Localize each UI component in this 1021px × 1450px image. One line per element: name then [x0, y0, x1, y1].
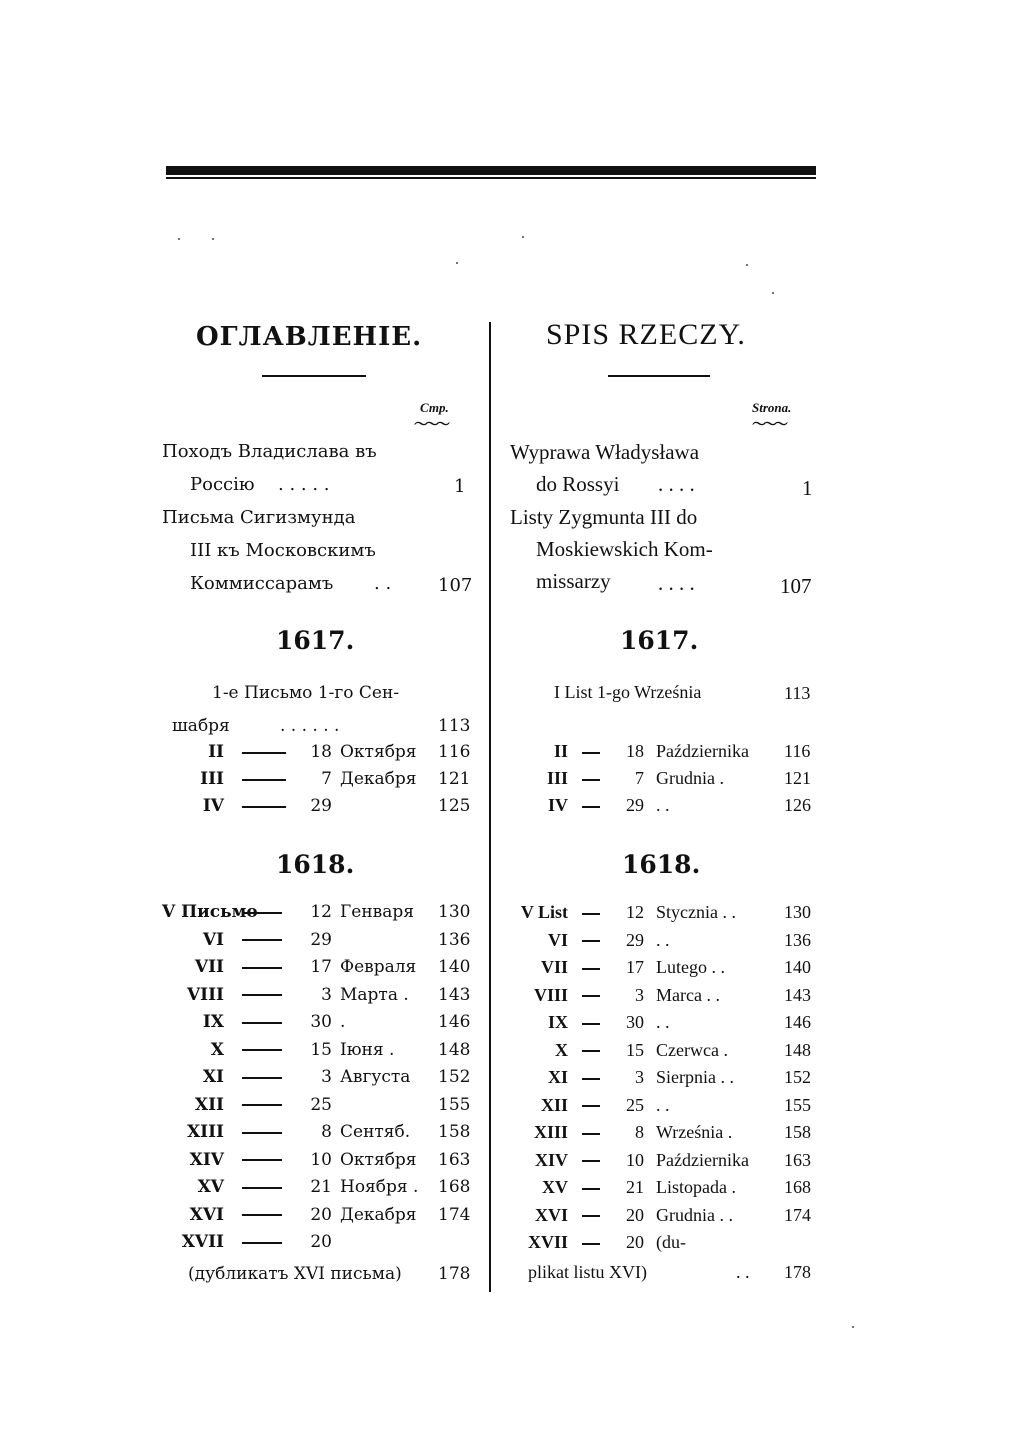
letter-page: 116	[438, 742, 471, 762]
entry-1-line-1: Wyprawa Władysława	[510, 440, 700, 464]
dash-rule	[582, 985, 600, 1006]
letter-day: 29	[310, 796, 332, 816]
letter-page: 155	[784, 1094, 811, 1115]
dash-rule	[582, 795, 600, 816]
letter-day: 18	[626, 741, 644, 761]
letter-page: 158	[438, 1122, 471, 1142]
letter-page: 136	[784, 929, 811, 950]
entry-1-line-2: Россію	[190, 474, 255, 495]
letter-page: 168	[438, 1177, 471, 1197]
letter-page: 143	[438, 984, 471, 1005]
entry-2-line-3: Коммиссарамъ	[190, 573, 334, 594]
letter-page: 143	[784, 984, 811, 1005]
dash-rule	[582, 902, 600, 923]
page-column-header: Стр.	[420, 400, 449, 415]
letter-day: 10	[626, 1149, 644, 1170]
speck	[772, 292, 774, 294]
letter-month: Grudnia .	[656, 768, 724, 788]
letter-number: XIV	[189, 1149, 224, 1170]
letter-month: . .	[656, 929, 670, 950]
dash-rule	[242, 1067, 282, 1087]
letter-number: XVII	[527, 1232, 568, 1252]
letter-number: XIII	[533, 1122, 568, 1142]
letter-month: Września .	[656, 1122, 733, 1142]
letter-month: Ноября .	[340, 1177, 419, 1197]
letter-page: 155	[438, 1094, 471, 1115]
dash-rule	[582, 1150, 600, 1171]
letter-page: 140	[438, 957, 471, 977]
dash-rule	[242, 796, 286, 816]
letter-day: 30	[310, 1012, 332, 1032]
letter-page: 174	[784, 1204, 811, 1225]
letter-page: 152	[784, 1067, 811, 1087]
entry-2-page: 107	[438, 575, 473, 596]
letter-day: 20	[626, 1204, 644, 1225]
first-letter-page: 113	[784, 683, 811, 703]
dash-rule	[242, 902, 282, 922]
letter-day: 7	[321, 769, 332, 789]
dash-rule	[242, 930, 282, 950]
letter-day: 30	[626, 1012, 644, 1032]
letter-number: XVI	[534, 1204, 568, 1225]
letter-page: 168	[784, 1177, 811, 1197]
letter-number: XI	[202, 1067, 224, 1087]
letter-month: Października	[656, 741, 749, 761]
title-underline	[608, 375, 710, 377]
dash-rule	[242, 1150, 282, 1170]
letter-day: 10	[310, 1149, 332, 1170]
letter-page: 130	[784, 902, 811, 922]
letter-month: Lutego . .	[656, 957, 725, 977]
dash-rule	[582, 957, 600, 978]
letter-number: IX	[202, 1012, 224, 1032]
letter-day: 15	[626, 1039, 644, 1060]
letter-page: 163	[784, 1149, 811, 1170]
letter-day: 20	[626, 1232, 644, 1252]
speck	[522, 236, 524, 238]
dash-rule	[242, 742, 286, 762]
letter-page: 148	[784, 1039, 811, 1060]
letter-day: 12	[626, 902, 644, 922]
letter-number: XII	[194, 1094, 224, 1115]
header-double-rule	[166, 166, 816, 180]
speck	[178, 238, 180, 240]
letter-day: 29	[310, 929, 332, 950]
letter-page: 146	[784, 1012, 811, 1032]
first-letter-line-1: 1-е Письмо 1-го Сен-	[212, 683, 400, 703]
letter-month: Генваря	[340, 902, 414, 922]
flourish: 〜〜〜	[752, 417, 785, 433]
letter-month: Декабря	[340, 769, 417, 789]
title-polish: SPIS RZECZY.	[546, 318, 746, 351]
dash-rule	[582, 1177, 600, 1198]
letter-number: V Письмо	[162, 902, 258, 922]
closing-page: 178	[438, 1264, 471, 1284]
entry-2-line-2: Moskiewskich Kom-	[536, 537, 713, 561]
letter-number: II	[553, 741, 568, 761]
dash-rule	[582, 1040, 600, 1061]
letter-day: 29	[626, 929, 644, 950]
dash-rule	[582, 1095, 600, 1116]
first-letter: I List 1-go Września	[554, 682, 702, 702]
entry-1-line-2: do Rossyi	[536, 472, 620, 496]
letter-month: Марта .	[340, 984, 409, 1005]
letter-day: 20	[310, 1232, 332, 1252]
dash-rule	[242, 985, 282, 1005]
entry-1-dots: . . . .	[658, 472, 695, 496]
letter-page: 121	[784, 768, 811, 788]
letter-page: 136	[438, 929, 471, 950]
letter-month: Февраля	[340, 957, 417, 977]
dash-rule	[242, 1205, 282, 1225]
dash-rule	[582, 1232, 600, 1253]
dash-rule	[582, 768, 600, 789]
letter-number: X	[210, 1039, 224, 1060]
letter-number: XVI	[189, 1204, 224, 1225]
entry-2-line-3: missarzy	[536, 569, 611, 593]
letter-number: VIII	[533, 984, 568, 1005]
title-russian: ОГЛАВЛЕНІЕ.	[196, 322, 423, 352]
entry-2-dots: . . . .	[658, 571, 695, 595]
letter-page: 126	[784, 795, 811, 815]
letter-day: 29	[626, 795, 644, 815]
letter-number: IV	[547, 795, 568, 815]
letter-month: . .	[656, 795, 670, 815]
speck	[852, 1326, 854, 1328]
letter-day: 3	[321, 984, 332, 1005]
year-1617: 1617.	[620, 626, 699, 655]
letter-number: III	[546, 768, 568, 788]
letter-month: Сентяб.	[340, 1122, 411, 1142]
letter-day: 17	[310, 957, 332, 977]
letter-page: 146	[438, 1012, 471, 1032]
entry-2-line-2: III къ Московскимъ	[190, 540, 376, 561]
first-letter-page: 113	[438, 716, 471, 736]
dash-rule	[242, 957, 282, 977]
dash-rule	[582, 1012, 600, 1033]
dash-rule	[242, 769, 286, 789]
letter-day: 21	[310, 1177, 332, 1197]
letter-page: 116	[784, 741, 811, 761]
letter-day: 20	[310, 1204, 332, 1225]
year-1617: 1617.	[276, 626, 355, 655]
entry-1-dots: . . . . .	[278, 474, 330, 495]
letter-day: 17	[626, 957, 644, 977]
entry-1-page: 1	[454, 476, 466, 497]
letter-month: Marca . .	[656, 984, 720, 1005]
letter-number: III	[200, 769, 224, 789]
letter-month: Stycznia . .	[656, 902, 736, 922]
letter-number: V List	[520, 902, 568, 922]
letter-month: Декабря	[340, 1204, 417, 1225]
letter-page: 148	[438, 1039, 471, 1060]
letter-day: 3	[635, 984, 644, 1005]
entry-2-line-1: Listy Zygmunta III do	[510, 505, 698, 529]
entry-1-line-1: Походъ Владислава въ	[162, 441, 377, 462]
letter-page: 158	[784, 1122, 811, 1142]
dash-rule	[242, 1177, 282, 1197]
dash-rule	[582, 1067, 600, 1088]
letter-number: XI	[547, 1067, 568, 1087]
flourish: 〜〜〜	[414, 417, 447, 433]
speck	[456, 262, 458, 264]
letter-day: 25	[626, 1094, 644, 1115]
letter-month: Августа	[340, 1067, 411, 1087]
letter-month: (du-	[656, 1232, 686, 1252]
page-column-header: Strona.	[752, 400, 792, 415]
letter-day: 3	[321, 1067, 332, 1087]
closing-page: 178	[784, 1262, 811, 1282]
letter-day: 7	[635, 768, 644, 788]
title-underline	[262, 375, 366, 377]
dash-rule	[242, 1012, 282, 1032]
dash-rule	[242, 1095, 282, 1115]
letter-day: 15	[310, 1039, 332, 1060]
dash-rule	[582, 741, 600, 762]
dash-rule	[242, 1232, 282, 1252]
letter-day: 3	[635, 1067, 644, 1087]
letter-number: VI	[547, 929, 568, 950]
letter-month: . .	[656, 1012, 670, 1032]
letter-page: 130	[438, 902, 471, 922]
speck	[212, 238, 214, 240]
letter-page: 163	[438, 1149, 471, 1170]
letter-month: . .	[656, 1094, 670, 1115]
letter-number: XV	[197, 1177, 224, 1197]
letter-number: XII	[540, 1094, 568, 1115]
entry-1-page: 1	[802, 476, 813, 500]
letter-day: 25	[310, 1094, 332, 1115]
letter-day: 8	[635, 1122, 644, 1142]
entry-2-line-1: Письма Сигизмунда	[162, 507, 356, 528]
letter-month: Listopada .	[656, 1177, 736, 1197]
letter-day: 12	[310, 902, 332, 922]
letter-number: XV	[542, 1177, 568, 1197]
letter-day: 21	[626, 1177, 644, 1197]
letter-month: Października	[656, 1149, 749, 1170]
letter-number: VII	[194, 957, 224, 977]
dash-rule	[582, 1122, 600, 1143]
speck	[746, 264, 748, 266]
letter-number: XVII	[181, 1232, 224, 1252]
letter-month: Іюня .	[340, 1039, 395, 1060]
letter-number: XIII	[186, 1122, 224, 1142]
dash-rule	[242, 1122, 282, 1142]
dash-rule	[242, 1040, 282, 1060]
dash-rule	[582, 930, 600, 951]
first-letter-dots: . . . . . .	[280, 716, 340, 736]
letter-month: Sierpnia . .	[656, 1067, 734, 1087]
letter-number: IX	[547, 1012, 568, 1032]
letter-number: IV	[202, 796, 224, 816]
letter-number: VI	[202, 929, 224, 950]
letter-number: VII	[540, 957, 568, 977]
letter-page: 121	[438, 769, 471, 789]
letter-page: 140	[784, 957, 811, 977]
column-divider	[489, 322, 491, 1292]
letter-page: 152	[438, 1067, 471, 1087]
letter-month: .	[340, 1012, 346, 1032]
letter-month: Октября	[340, 1149, 417, 1170]
letter-month: Октября	[340, 742, 417, 762]
letter-page: 174	[438, 1204, 471, 1225]
year-1618: 1618.	[622, 850, 701, 879]
letter-month: Czerwca .	[656, 1039, 728, 1060]
closing-note: (дубликатъ XVI письма)	[188, 1264, 402, 1284]
letter-number: VIII	[186, 984, 224, 1005]
letter-day: 8	[321, 1122, 332, 1142]
dash-rule	[582, 1205, 600, 1226]
first-letter-line-2: шабря	[172, 716, 230, 736]
letter-day: 18	[310, 742, 332, 762]
entry-2-dots: . .	[374, 573, 392, 594]
letter-number: X	[555, 1039, 568, 1060]
letter-number: XIV	[534, 1149, 568, 1170]
closing-dots: . .	[736, 1262, 750, 1282]
letter-number: II	[208, 742, 224, 762]
letter-page: 125	[438, 796, 471, 816]
year-1618: 1618.	[276, 850, 355, 879]
entry-2-page: 107	[780, 574, 812, 598]
letter-month: Grudnia . .	[656, 1204, 733, 1225]
closing-note: plikat listu XVI)	[528, 1262, 647, 1282]
